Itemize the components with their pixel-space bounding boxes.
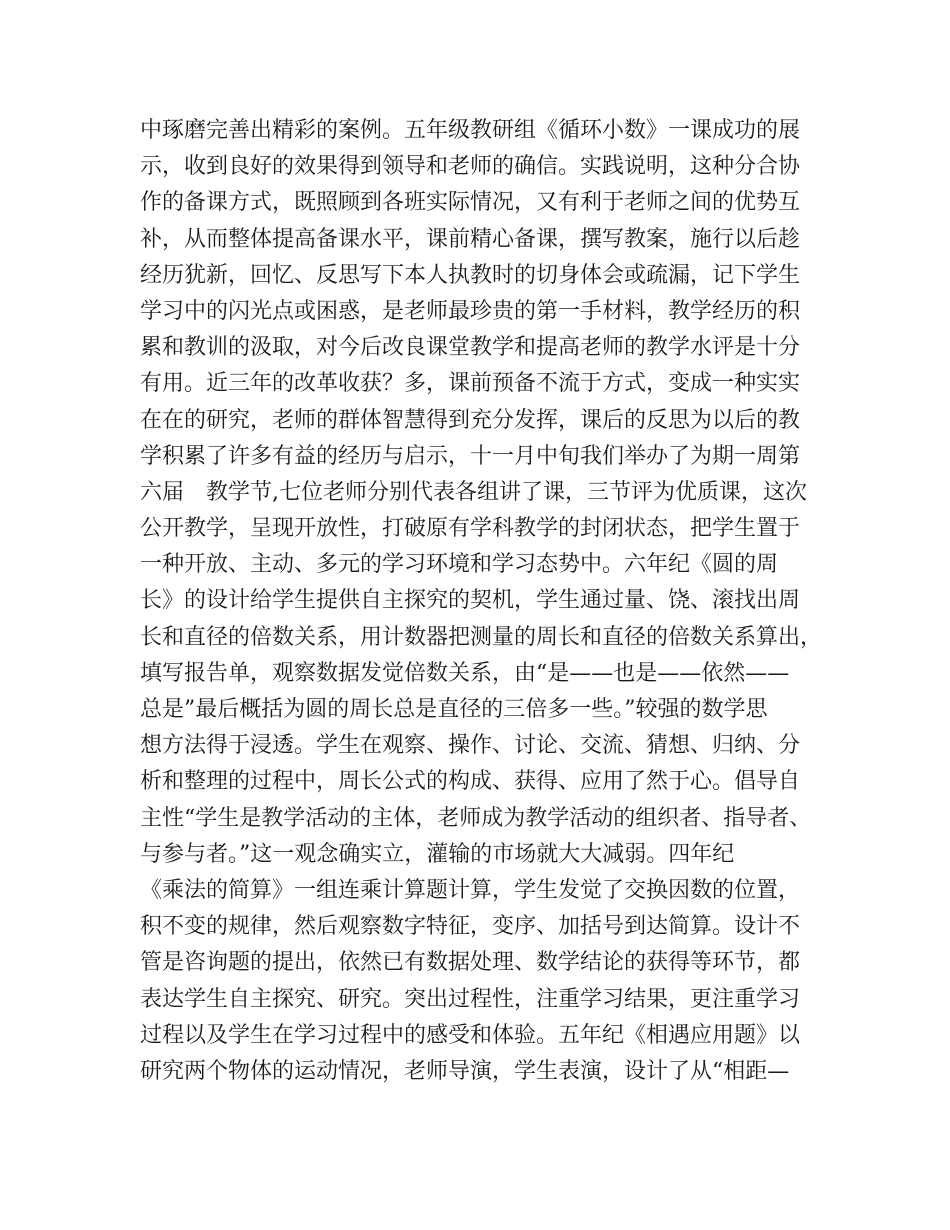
text-line: 析和整理的过程中，周长公式的构成、获得、应用了然于心。倡导自 bbox=[140, 769, 801, 795]
text-line: 积不变的规律，然后观察数字特征，变序、加括号到达简算。设计不 bbox=[140, 914, 801, 940]
text-line: 补，从而整体提高备课水平，课前精心备课，撰写教案，施行以后趁 bbox=[140, 226, 801, 252]
text-line: 研究两个物体的运动情况，老师导演，学生表演，设计了从“相距— bbox=[140, 1058, 790, 1084]
text-line: 经历犹新，回忆、反思写下本人执教时的切身体会或疏漏，记下学生 bbox=[140, 262, 801, 288]
text-line: 累和教训的汲取，对今后改良课堂教学和提高老师的教学水评是十分 bbox=[140, 335, 801, 361]
text-line: 想方法得于浸透。学生在观察、操作、讨论、交流、猜想、归纳、分 bbox=[140, 733, 801, 759]
text-line: 与参与者。”这一观念确实立，灌输的市场就大大减弱。四年纪 bbox=[140, 841, 735, 867]
text-line: 管是咨询题的提出，依然已有数据处理、数学结论的获得等环节，都 bbox=[140, 950, 801, 976]
text-line: 示，收到良好的效果得到领导和老师的确信。实践说明，这种分合协 bbox=[140, 154, 801, 180]
text-line: 学习中的闪光点或困惑，是老师最珍贵的第一手材料，教学经历的积 bbox=[140, 298, 801, 324]
text-line: 填写报告单，观察数据发觉倍数关系，由“是——也是——依然—— bbox=[140, 660, 790, 686]
text-line: 六届 教学节,七位老师分别代表各组讲了课，三节评为优质课，这次 bbox=[140, 479, 807, 505]
text-line: 主性“学生是教学活动的主体，老师成为教学活动的组织者、指导者、 bbox=[140, 805, 812, 831]
text-line: 在在的研究，老师的群体智慧得到充分发挥，课后的反思为以后的教 bbox=[140, 407, 801, 433]
text-line: 有用。近三年的改革收获？多，课前预备不流于方式，变成一种实实 bbox=[140, 371, 801, 397]
text-line: 中琢磨完善出精彩的案例。五年级教研组《循环小数》一课成功的展 bbox=[140, 118, 801, 143]
text-line: 公开教学，呈现开放性，打破原有学科教学的封闭状态，把学生置于 bbox=[140, 516, 801, 542]
text-line: 过程以及学生在学习过程中的感受和体验。五年纪《相遇应用题》以 bbox=[140, 1022, 801, 1048]
text-line: 长和直径的倍数关系，用计数器把测量的周长和直径的倍数关系算出， bbox=[140, 624, 823, 650]
text-line: 《乘法的简算》一组连乘计算题计算，学生发觉了交换因数的位置， bbox=[140, 877, 801, 903]
text-line: 学积累了许多有益的经历与启示，十一月中旬我们举办了为期一周第 bbox=[140, 443, 801, 469]
text-line: 一种开放、主动、多元的学习环境和学习态势中。六年纪《圆的周 bbox=[140, 552, 779, 578]
text-line: 表达学生自主探究、研究。突出过程性，注重学习结果，更注重学习 bbox=[140, 986, 801, 1012]
text-line: 长》的设计给学生提供自主探究的契机，学生通过量、饶、滚找出周 bbox=[140, 588, 801, 614]
text-line: 总是”最后概括为圆的周长总是直径的三倍多一些。”较强的数学思 bbox=[140, 697, 768, 722]
body-text bbox=[140, 113, 830, 1090]
text-line: 作的备课方式，既照顾到各班实际情况，又有利于老师之间的优势互 bbox=[140, 190, 801, 216]
